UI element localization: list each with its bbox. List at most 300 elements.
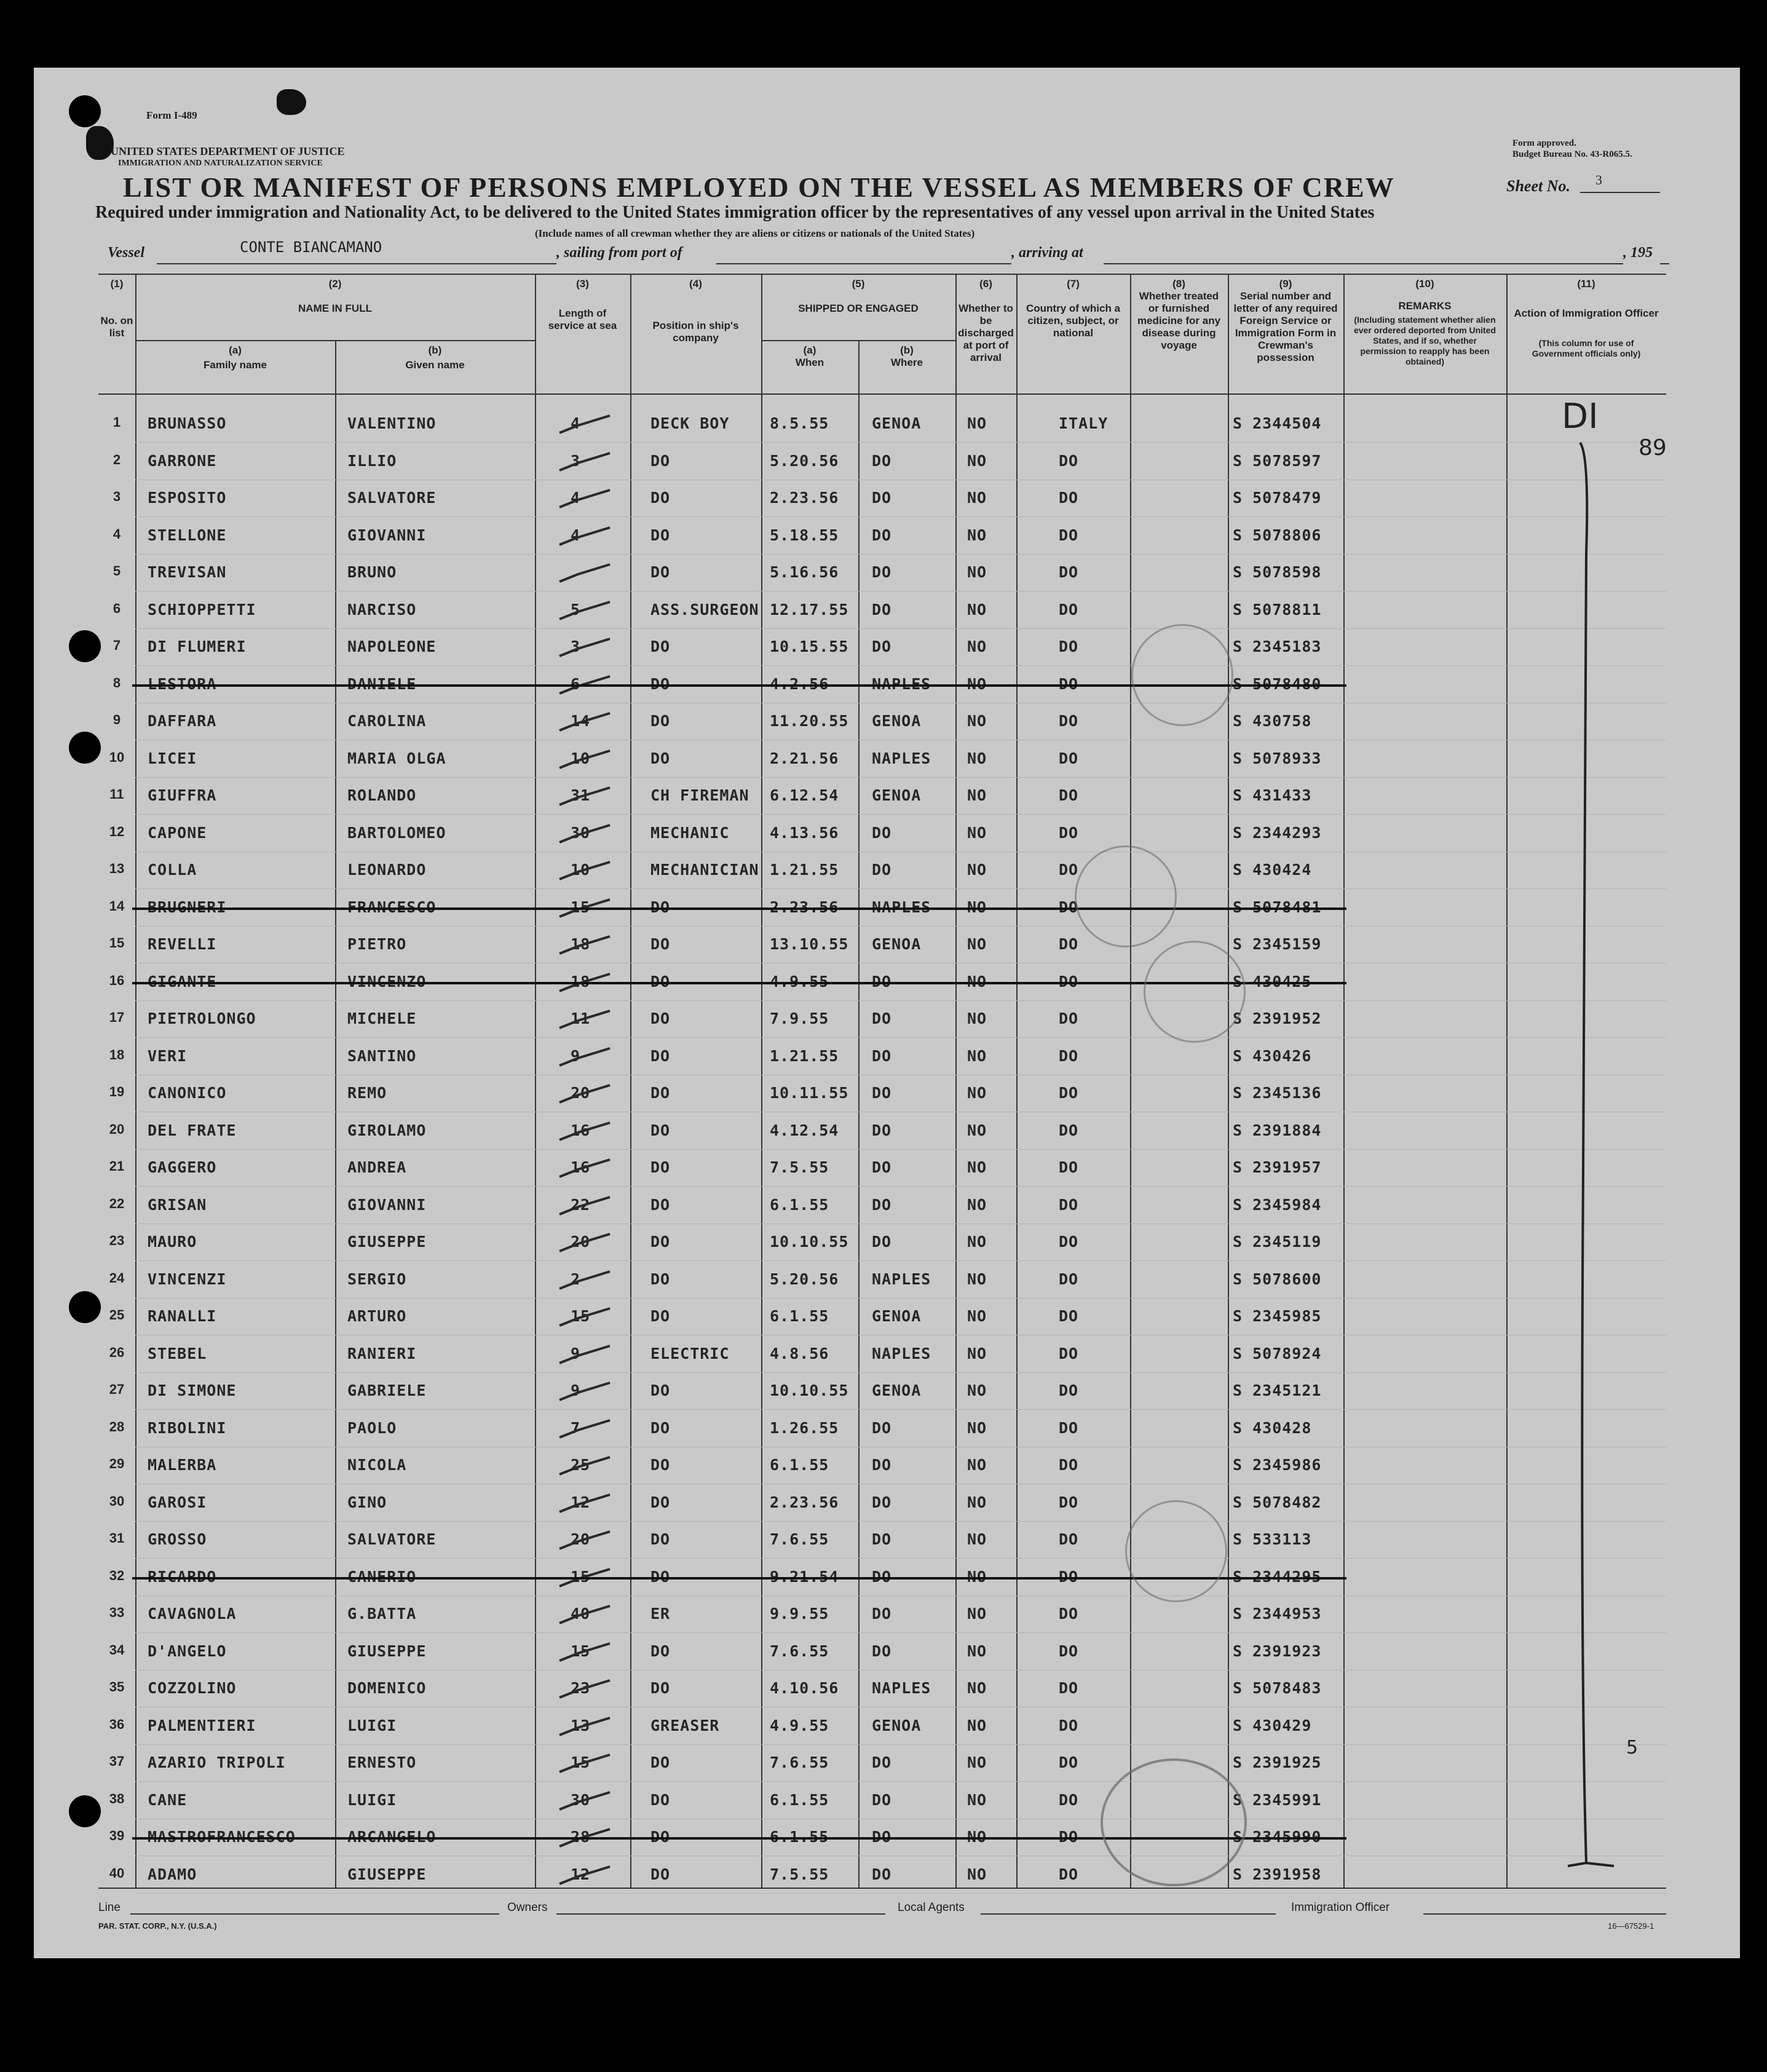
cell-when: 7.6.55 [770,1530,829,1548]
row-number: 8 [113,674,121,690]
cell-position: DO [650,489,671,507]
col10-number: (10) [1415,278,1434,290]
cell-given: GIOVANNI [347,1195,427,1214]
cell-serial: S 2345121 [1233,1382,1322,1399]
cell-when: 4.13.56 [770,823,839,842]
cell-serial: S 430758 [1233,712,1312,730]
cell-position: DO [650,1418,671,1437]
cell-family: MALERBA [148,1456,217,1474]
punch-hole [69,95,101,127]
cell-position: DO [650,712,671,730]
cell-discharge: NO [967,1270,987,1288]
cell-discharge: NO [967,1344,987,1362]
cell-where: DO [872,1046,892,1065]
cell-position: DO [650,1493,671,1511]
cell-position: DO [650,1530,671,1548]
table-row [0,592,1767,629]
cell-family: VINCENZI [148,1270,227,1288]
cell-country: DO [1059,563,1079,581]
cell-serial: S 5078598 [1233,563,1322,581]
cell-serial: S 2345183 [1233,638,1322,655]
cell-service: 30 [571,823,591,842]
cell-serial: S 2391923 [1233,1642,1322,1660]
cell-discharge: NO [967,1716,987,1734]
cell-discharge: NO [967,1865,987,1883]
form-number: Form I-489 [146,109,197,121]
cell-when: 13.10.55 [770,935,849,953]
checkmark-icon [553,1678,615,1702]
cell-given: DOMENICO [347,1679,427,1697]
cell-discharge: NO [967,638,987,655]
checkmark-icon [553,711,615,735]
cell-country: DO [1059,526,1079,544]
cell-position: DO [650,451,671,470]
table-row [0,1336,1767,1373]
cell-serial: S 2345986 [1233,1456,1322,1474]
row-number: 12 [109,823,125,839]
cell-given: LEONARDO [347,861,427,879]
row-number: 6 [113,600,121,616]
cell-when: 6.12.54 [770,786,839,804]
table-row [0,890,1767,927]
cell-position: ER [650,1605,671,1623]
cell-discharge: NO [967,1195,987,1214]
cell-position: DO [650,1233,671,1251]
cell-serial: S 5078483 [1233,1679,1322,1697]
handwritten-count: 89 [1639,435,1667,461]
cell-discharge: NO [967,1754,987,1771]
cell-where: NAPLES [872,1270,931,1288]
col5a-number: (a) [803,344,816,356]
year-label: , 195 [1623,245,1653,261]
cell-when: 10.10.55 [770,1233,849,1251]
cell-family: VERI [148,1046,188,1065]
cell-service: 9 [571,1382,581,1399]
cell-discharge: NO [967,1382,987,1399]
cell-when: 7.6.55 [770,1754,829,1771]
cell-serial: S 2345985 [1233,1307,1322,1325]
cell-family: ADAMO [148,1865,197,1883]
cell-country: DO [1059,1046,1079,1065]
cell-family: COLLA [148,861,197,879]
cell-position: DO [650,1046,671,1065]
table-row [0,629,1767,666]
cell-position: DO [650,1084,671,1102]
cell-given: GABRIELE [347,1382,427,1399]
checkmark-icon [553,1232,615,1256]
cell-country: DO [1059,712,1079,730]
cell-service: 3 [571,451,581,470]
cell-given: LUIGI [347,1790,397,1809]
cell-where: GENOA [872,1716,922,1734]
table-row [0,443,1767,480]
cell-when: 4.12.54 [770,1121,839,1139]
checkmark-icon [553,1641,615,1666]
checkmark-icon [553,823,615,847]
cell-where: DO [872,1010,892,1027]
cell-position: DO [650,1010,671,1027]
sheet-label: Sheet No. [1506,177,1570,195]
cell-service: 15 [571,1642,591,1660]
cell-country: DO [1059,1679,1079,1697]
vessel-label: Vessel [108,245,144,261]
col11-header: Action of Immigration Officer [1514,307,1659,319]
col10-note: (Including statement whether alien ever ordered deported from United States, and if so, whether permission to reapply has been obtained) [1353,315,1496,366]
checkmark-icon [553,636,615,661]
cell-serial: S 2345159 [1233,935,1322,953]
cell-discharge: NO [967,749,987,767]
cell-given: SALVATORE [347,489,437,507]
cell-serial: S 5078600 [1233,1270,1322,1288]
cell-given: ILLIO [347,451,397,470]
cell-family: GRISAN [148,1195,207,1214]
checkmark-icon [553,1343,615,1368]
col5-header: SHIPPED OR ENGAGED [798,302,919,314]
cell-service: 9 [571,1046,581,1065]
row-divider [135,1893,1666,1894]
cell-discharge: NO [967,1642,987,1660]
cell-where: GENOA [872,935,922,953]
row-number: 24 [109,1270,125,1286]
row-number: 40 [109,1865,125,1881]
cell-country: DO [1059,1493,1079,1511]
col3-header: Length of service at sea [548,307,617,331]
col2b-header: Given name [405,359,465,371]
cell-when: 2.23.56 [770,1493,839,1511]
table-row [0,927,1767,963]
checkmark-icon [553,1195,615,1219]
col7-number: (7) [1067,278,1080,290]
row-number: 19 [109,1084,125,1099]
row-number: 23 [109,1233,125,1248]
cell-position: DO [650,1195,671,1214]
cell-when: 10.11.55 [770,1084,849,1102]
table-row [0,1299,1767,1335]
table-row [0,1634,1767,1671]
budget-bureau-number: Budget Bureau No. 43-R065.5. [1512,149,1632,159]
cell-position: DO [650,1121,671,1139]
cell-serial: S 5078924 [1233,1344,1322,1362]
col1-number: (1) [110,278,124,290]
cell-country: DO [1059,1456,1079,1474]
cell-country: DO [1059,451,1079,470]
united-states-seal-stamp [1101,1758,1247,1886]
cell-where: DO [872,1865,892,1883]
col4-header: Position in ship's company [652,320,739,344]
cell-given: SALVATORE [347,1530,437,1548]
row-number: 39 [109,1828,125,1843]
include-note: (Include names of all crewman whether they are aliens or citizens or nationals of the United States) [535,227,975,239]
table-row [0,666,1767,703]
cell-family: BRUNASSO [148,414,227,432]
cell-serial: S 5078933 [1233,749,1322,767]
table-row [0,1782,1767,1819]
table-row [0,1485,1767,1522]
table-row [0,480,1767,517]
col8-header: Whether treated or furnished medicine for any disease during voyage [1137,290,1221,351]
cell-discharge: NO [967,563,987,581]
checkmark-icon [553,1157,615,1182]
cell-country: DO [1059,1158,1079,1176]
sailing-label: , sailing from port of [556,245,682,261]
cell-when: 11.20.55 [770,712,849,730]
cell-where: DO [872,451,892,470]
cell-serial: S 2345991 [1233,1790,1322,1809]
cell-where: NAPLES [872,1679,931,1697]
cell-where: DO [872,861,892,879]
row-number: 1 [113,414,121,430]
checkmark-icon [553,413,615,438]
table-row [0,1001,1767,1038]
row-number: 27 [109,1382,125,1397]
cell-given: LUIGI [347,1716,397,1734]
cell-country: DO [1059,1865,1079,1883]
row-number: 29 [109,1456,125,1471]
cell-position: DO [650,1679,671,1697]
cell-serial: S 430429 [1233,1716,1312,1734]
cell-given: MICHELE [347,1010,417,1027]
table-row [0,406,1767,443]
cell-country: DO [1059,1418,1079,1437]
handwritten-bracket-line [1556,430,1623,1881]
table-row [0,741,1767,778]
cell-country: DO [1059,1270,1079,1288]
checkmark-icon [553,1603,615,1628]
cell-when: 9.9.55 [770,1605,829,1623]
cell-where: GENOA [872,712,922,730]
cell-where: DO [872,489,892,507]
cell-when: 1.21.55 [770,1046,839,1065]
cell-where: DO [872,1493,892,1511]
row-number: 28 [109,1418,125,1434]
checkmark-icon [553,1083,615,1107]
cell-family: D'ANGELO [148,1642,227,1660]
cell-country: DO [1059,1344,1079,1362]
checkmark-icon [553,451,615,475]
cell-service: 30 [571,1790,591,1809]
cell-family: RANALLI [148,1307,217,1325]
table-row [0,1559,1767,1596]
row-number: 32 [109,1567,125,1583]
consulate-stamp [1144,941,1246,1043]
cell-service: 31 [571,786,591,804]
footer-immigration-officer-label: Immigration Officer [1291,1901,1390,1914]
table-row [0,964,1767,1001]
cell-position: DO [650,563,671,581]
header-bottom-border [98,393,1666,395]
row-number: 17 [109,1010,125,1025]
cell-position: DO [650,1307,671,1325]
cell-country: DO [1059,1530,1079,1548]
table-row [0,1522,1767,1559]
footer-local-agents-label: Local Agents [898,1901,965,1914]
row-number: 26 [109,1344,125,1360]
cell-discharge: NO [967,526,987,544]
checkmark-icon [553,562,615,587]
ink-blot [86,126,114,160]
cell-family: STEBEL [148,1344,207,1362]
col9-number: (9) [1279,278,1292,290]
cell-position: DO [650,1382,671,1399]
cell-discharge: NO [967,1790,987,1809]
cell-service: 20 [571,1530,591,1548]
row-number: 2 [113,451,121,467]
row-number: 31 [109,1530,125,1546]
checkmark-icon [553,1380,615,1405]
cell-country: DO [1059,1010,1079,1027]
col3-number: (3) [576,278,589,290]
cell-given: BRUNO [347,563,397,581]
cell-country: DO [1059,1716,1079,1734]
row-number: 25 [109,1307,125,1323]
cell-serial: S 2391952 [1233,1010,1322,1027]
cell-discharge: NO [967,712,987,730]
cell-service: 4 [571,526,581,544]
col2a-number: (a) [229,344,242,356]
cell-discharge: NO [967,600,987,619]
arriving-label: , arriving at [1011,245,1083,261]
cell-country: DO [1059,1233,1079,1251]
cell-position: DO [650,638,671,655]
cell-where: DO [872,1158,892,1176]
row-number: 16 [109,972,125,988]
cell-country: DO [1059,1382,1079,1399]
cell-given: PAOLO [347,1418,397,1437]
checkmark-icon [553,1752,615,1777]
cell-given: NAPOLEONE [347,638,437,655]
cell-country: DO [1059,638,1079,655]
printer-credit: PAR. STAT. CORP., N.Y. (U.S.A.) [98,1921,217,1931]
row-number: 30 [109,1493,125,1509]
cell-where: DO [872,1754,892,1771]
cell-discharge: NO [967,1233,987,1251]
cell-given: ROLANDO [347,786,417,804]
cell-service: 3 [571,638,581,655]
cell-serial: S 2344293 [1233,823,1322,842]
consulate-stamp [1075,845,1177,947]
cell-where: DO [872,1418,892,1437]
cell-family: MAURO [148,1233,197,1251]
cell-service: 7 [571,1418,581,1437]
table-row [0,1373,1767,1410]
row-number: 36 [109,1716,125,1732]
cell-serial: S 2391958 [1233,1865,1322,1883]
cell-when: 5.16.56 [770,563,839,581]
cell-discharge: NO [967,861,987,879]
cell-country: DO [1059,1642,1079,1660]
cell-country: DO [1059,823,1079,842]
cell-country: DO [1059,1754,1079,1771]
cell-position: DO [650,1158,671,1176]
row-number: 38 [109,1790,125,1806]
table-row [0,1857,1767,1894]
consulate-stamp [1131,624,1233,726]
cell-given: ERNESTO [347,1754,417,1771]
cell-when: 7.5.55 [770,1158,829,1176]
cell-given: MARIA OLGA [347,749,446,767]
cell-serial: S 5078811 [1233,600,1322,619]
cell-service: 16 [571,1158,591,1176]
cell-when: 4.9.55 [770,1716,829,1734]
cell-where: NAPLES [872,749,931,767]
cell-serial: S 430428 [1233,1418,1312,1437]
checkmark-icon [553,1269,615,1294]
col8-number: (8) [1172,278,1185,290]
cell-discharge: NO [967,1530,987,1548]
table-row [0,1262,1767,1299]
cell-serial: S 2345119 [1233,1233,1322,1251]
cell-given: VALENTINO [347,414,437,432]
checkmark-icon [553,1529,615,1554]
row-number: 33 [109,1605,125,1620]
col2-number: (2) [328,278,342,290]
handwritten-mark: DI [1562,397,1599,437]
cell-when: 12.17.55 [770,600,849,619]
cell-given: CAROLINA [347,712,427,730]
cell-serial: S 2344953 [1233,1605,1322,1623]
cell-where: DO [872,526,892,544]
checkmark-icon [553,1715,615,1740]
col2b-number: (b) [428,344,442,356]
cell-family: GAGGERO [148,1158,217,1176]
cell-position: DO [650,1865,671,1883]
cell-discharge: NO [967,786,987,804]
table-row [0,1447,1767,1484]
cell-position: DO [650,526,671,544]
cell-service: 11 [571,1010,591,1027]
cell-serial: S 430426 [1233,1046,1312,1065]
cell-discharge: NO [967,1307,987,1325]
page-subtitle: Required under immigration and Nationality Act, to be delivered to the United States immigration officer by the representatives of any vessel upon arrival in the United States [95,203,1375,222]
cell-discharge: NO [967,1493,987,1511]
cell-service: 4 [571,414,581,432]
cell-position: CH FIREMAN [650,786,749,804]
cell-service: 20 [571,1233,591,1251]
cell-service: 23 [571,1679,591,1697]
cell-given: SERGIO [347,1270,407,1288]
table-row [0,555,1767,591]
cell-where: DO [872,563,892,581]
row-number: 4 [113,526,121,542]
cell-country: DO [1059,1790,1079,1809]
cell-when: 10.15.55 [770,638,849,655]
table-row [0,1224,1767,1261]
col2-header: NAME IN FULL [298,302,372,314]
cell-position: ASS.SURGEON [650,600,759,619]
table-row [0,1075,1767,1112]
col5b-number: (b) [900,344,914,356]
cell-serial: S 5078479 [1233,489,1322,507]
cell-given: NARCISO [347,600,417,619]
cell-family: GARRONE [148,451,217,470]
ink-blot [277,89,306,115]
table-row [0,1187,1767,1224]
cell-discharge: NO [967,1158,987,1176]
page-title: LIST OR MANIFEST OF PERSONS EMPLOYED ON THE VESSEL AS MEMBERS OF CREW [123,172,1395,203]
cell-discharge: NO [967,451,987,470]
col5a-header: When [795,357,824,368]
table-row [0,815,1767,852]
cell-given: G.BATTA [347,1605,417,1623]
cell-where: DO [872,1456,892,1474]
cell-family: GAROSI [148,1493,207,1511]
cell-discharge: NO [967,1605,987,1623]
checkmark-icon [553,1120,615,1145]
cell-when: 7.6.55 [770,1642,829,1660]
cell-discharge: NO [967,935,987,953]
cell-service: 9 [571,1344,581,1362]
cell-when: 2.23.56 [770,489,839,507]
